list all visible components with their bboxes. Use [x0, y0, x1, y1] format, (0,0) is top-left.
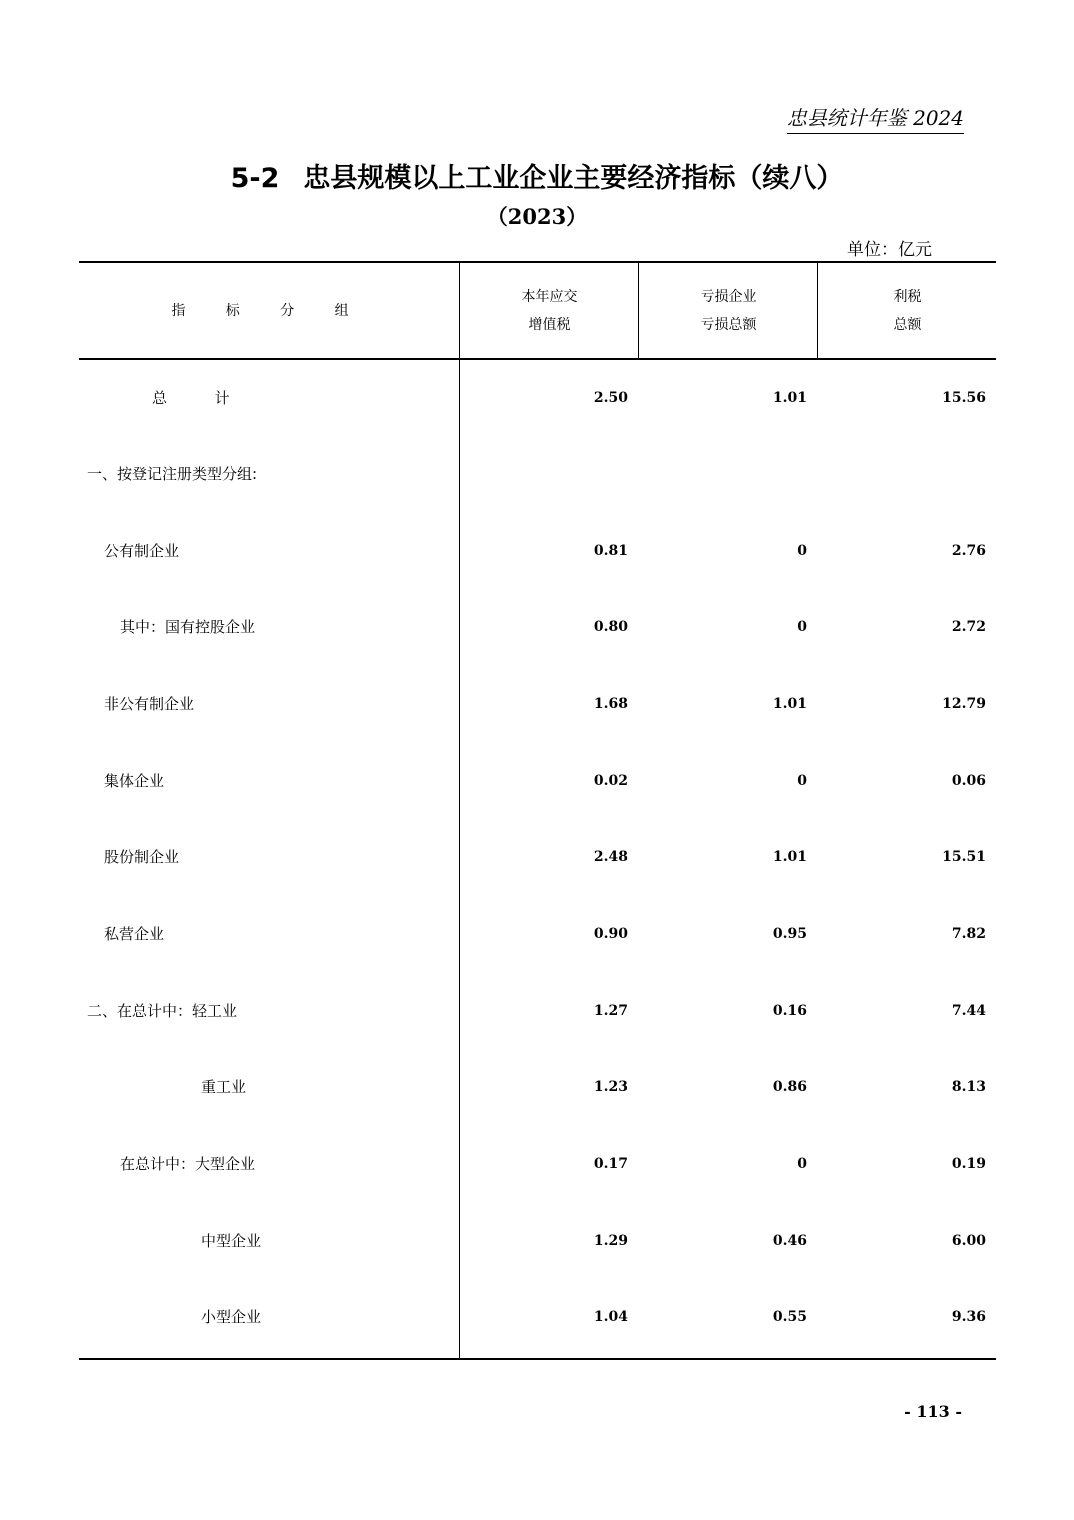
cell-profit-tax: 9.36 — [951, 1309, 986, 1325]
cell-profit-tax: 15.51 — [942, 849, 986, 865]
header-profit-tax-total — [817, 263, 997, 358]
row-label: 总 计 — [152, 389, 230, 407]
cell-loss: 0.55 — [772, 1309, 807, 1325]
table-row — [79, 769, 996, 793]
cell-vat: 0.81 — [593, 543, 628, 559]
cell-loss: 0.86 — [772, 1079, 807, 1095]
header-label: 亏损企业 — [700, 288, 757, 305]
table-row — [79, 539, 996, 563]
header-vat-payable — [459, 263, 639, 358]
cell-vat: 0.80 — [593, 619, 628, 635]
row-label: 集体企业 — [104, 772, 165, 790]
cell-profit-tax: 7.82 — [951, 926, 986, 942]
cell-vat: 1.27 — [593, 1003, 628, 1019]
table-row — [79, 999, 996, 1023]
cell-vat: 1.68 — [593, 696, 628, 712]
header-indicator-group — [79, 263, 459, 358]
row-label: 非公有制企业 — [104, 695, 195, 713]
running-head: 忠县统计年鉴 2024 — [787, 102, 964, 134]
row-label: 二、在总计中：轻工业 — [87, 1002, 238, 1020]
cell-profit-tax: 15.56 — [942, 390, 986, 406]
cell-vat: 1.29 — [593, 1233, 628, 1249]
cell-vat: 1.23 — [593, 1079, 628, 1095]
statistics-table — [79, 261, 996, 1360]
table-row — [79, 1305, 996, 1329]
cell-loss: 1.01 — [772, 696, 807, 712]
row-label: 公有制企业 — [104, 542, 180, 560]
cell-profit-tax: 0.06 — [951, 773, 986, 789]
table-year: （2023） — [486, 204, 588, 229]
cell-vat: 0.17 — [593, 1156, 628, 1172]
row-label: 中型企业 — [201, 1232, 262, 1250]
cell-profit-tax: 0.19 — [951, 1156, 986, 1172]
row-label: 重工业 — [201, 1078, 247, 1096]
table-title-text: 忠县规模以上工业企业主要经济指标（续八） — [303, 163, 844, 194]
row-label: 股份制企业 — [104, 848, 180, 866]
table-number: 5-2 — [230, 163, 280, 194]
row-label: 私营企业 — [104, 925, 165, 943]
row-label: 一、按登记注册类型分组: — [87, 465, 258, 483]
table-row — [79, 1229, 996, 1253]
cell-vat: 0.90 — [593, 926, 628, 942]
cell-profit-tax: 6.00 — [951, 1233, 986, 1249]
table-row — [79, 692, 996, 716]
table-header — [79, 263, 996, 360]
table-row — [79, 615, 996, 639]
cell-profit-tax: 2.76 — [951, 543, 986, 559]
table-row — [79, 1152, 996, 1176]
header-label: 利税 — [893, 288, 922, 305]
cell-loss: 1.01 — [772, 849, 807, 865]
cell-loss: 0.46 — [772, 1233, 807, 1249]
row-label: 其中：国有控股企业 — [120, 618, 256, 636]
row-label: 小型企业 — [201, 1308, 262, 1326]
cell-vat: 1.04 — [593, 1309, 628, 1325]
header-label: 总额 — [893, 316, 922, 333]
cell-loss: 0.95 — [772, 926, 807, 942]
cell-loss: 0 — [797, 619, 807, 635]
cell-loss: 1.01 — [772, 390, 807, 406]
cell-profit-tax: 7.44 — [951, 1003, 986, 1019]
cell-vat: 2.48 — [593, 849, 628, 865]
cell-loss: 0 — [797, 1156, 807, 1172]
table-row — [79, 1075, 996, 1099]
header-label: 亏损总额 — [700, 316, 757, 333]
cell-loss: 0 — [797, 773, 807, 789]
page-number: - 113 - — [904, 1402, 962, 1421]
header-label: 指 标 分 组 — [171, 302, 367, 319]
table-row — [79, 462, 996, 486]
row-label: 在总计中：大型企业 — [120, 1155, 256, 1173]
table-row — [79, 386, 996, 410]
cell-profit-tax: 12.79 — [942, 696, 986, 712]
header-loss-total — [638, 263, 818, 358]
table-row — [79, 922, 996, 946]
cell-loss: 0 — [797, 543, 807, 559]
cell-vat: 2.50 — [593, 390, 628, 406]
cell-vat: 0.02 — [593, 773, 628, 789]
cell-profit-tax: 8.13 — [951, 1079, 986, 1095]
header-label: 本年应交 — [521, 288, 578, 305]
cell-loss: 0.16 — [772, 1003, 807, 1019]
cell-profit-tax: 2.72 — [951, 619, 986, 635]
header-label: 增值税 — [528, 316, 571, 333]
unit-label: 单位：亿元 — [847, 240, 932, 260]
table-title — [0, 156, 1074, 195]
table-row — [79, 845, 996, 869]
